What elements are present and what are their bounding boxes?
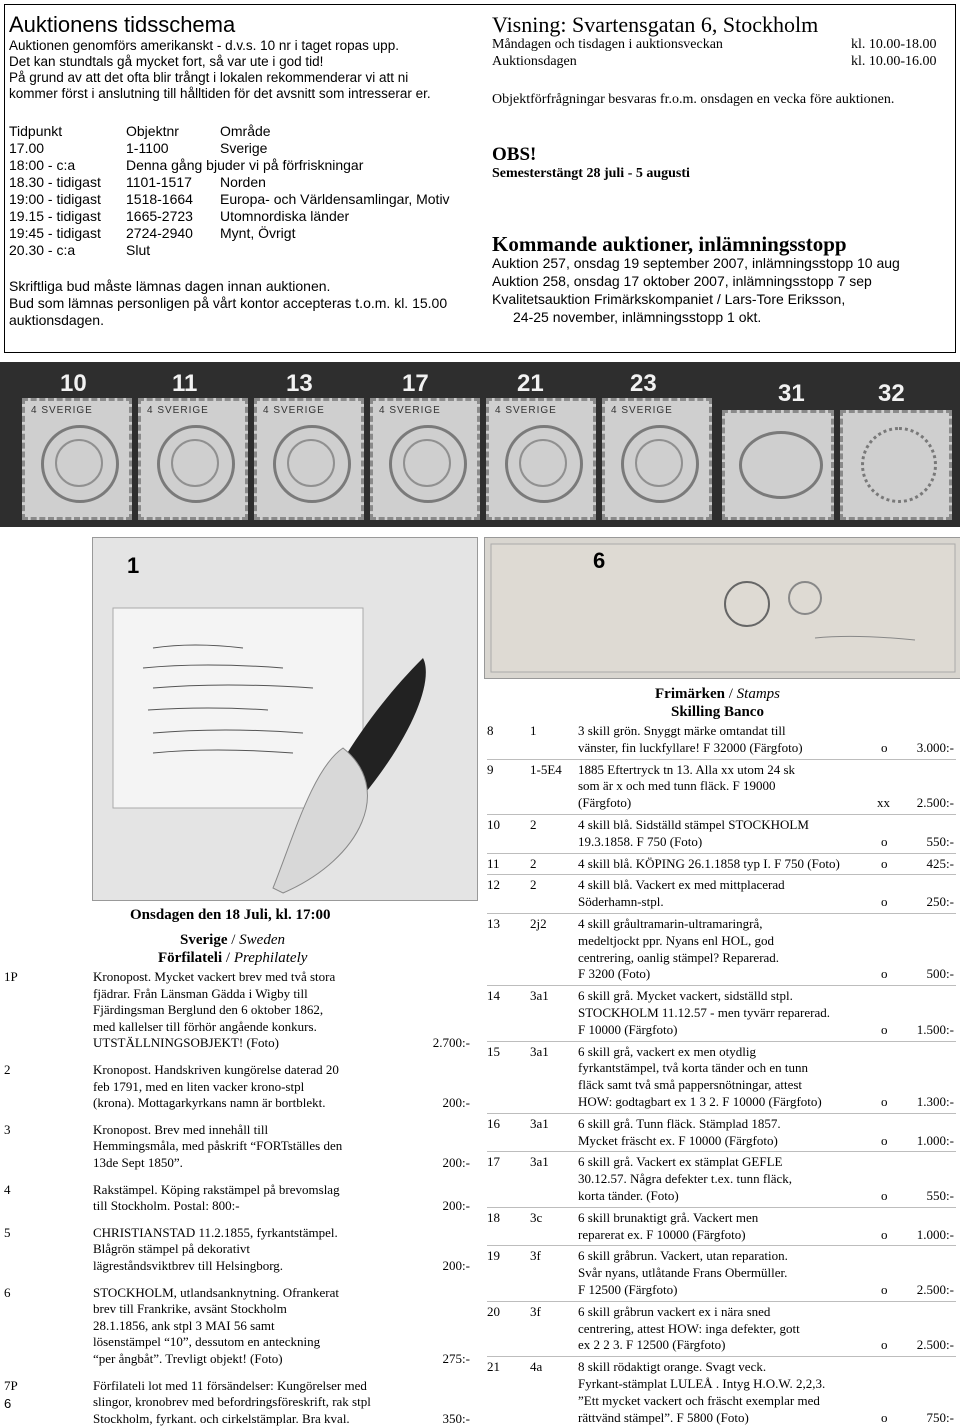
- stamp-header: 4 SVERIGE: [495, 405, 557, 416]
- lot-description-line: Hemmingsmåla, med påskrift “FORTställes den: [93, 1138, 343, 1154]
- lot-price: 750:-: [926, 1409, 954, 1425]
- row-object: Slut: [126, 242, 151, 258]
- catalog-number: 3a1: [530, 1043, 549, 1059]
- lot-description-line: medeltjockt ppr. Nyans enl HOL, god: [578, 932, 775, 948]
- lot-description-line: fläck samt två små pappersnötningar, attest: [578, 1077, 803, 1093]
- lot-number: 6: [4, 1284, 11, 1300]
- lot-price: 1.500:-: [916, 1021, 954, 1037]
- stamp-lot-number: 21: [517, 370, 544, 397]
- stamp-image: [602, 398, 712, 520]
- lot-price: 1.000:-: [916, 1132, 954, 1148]
- country-heading: Sverige: [180, 932, 228, 948]
- lot-description-line: Förfilateli lot med 11 försändelser: Kungörelser med: [93, 1377, 367, 1393]
- auction-date-heading: Onsdagen den 18 Juli, kl. 17:00: [130, 907, 331, 923]
- lot-number: 8: [487, 723, 494, 738]
- lot-number: 9: [487, 761, 494, 777]
- stamp-lot-number: 17: [402, 370, 429, 397]
- row-divider: [487, 913, 956, 914]
- viewing-title: Visning: Svartensgatan 6, Stockholm: [492, 12, 819, 37]
- condition-symbol: o: [881, 739, 888, 755]
- catalog-number: 2: [530, 855, 537, 871]
- catalog-number: 2: [530, 877, 537, 893]
- lot-description-line: rättvänd stämpel”. F 5800 (Foto): [578, 1409, 749, 1425]
- stamp-image: [22, 398, 132, 520]
- row-area: Sverige: [220, 140, 268, 156]
- lot-description-line: fyrkantstämpel, två korta tänder och en tunn: [578, 1060, 808, 1076]
- lot-number: 15: [487, 1043, 500, 1059]
- column-header-time: Tidpunkt: [9, 123, 63, 139]
- lot-number: 21: [487, 1359, 500, 1375]
- catalog-number: 3a1: [530, 1154, 549, 1170]
- stamp-image: [370, 398, 480, 520]
- lot-price: 200:-: [442, 1258, 470, 1273]
- photo-label: 1: [127, 553, 140, 578]
- lot-description-line: ex 2 2 3. F 12500 (Färgfoto): [578, 1337, 726, 1353]
- condition-symbol: o: [881, 894, 888, 910]
- lot-description-line: 6 skill grå. Mycket vackert, sidställd stpl.: [578, 988, 793, 1004]
- postmark-icon: [55, 439, 103, 487]
- catalog-number: 3f: [530, 1248, 541, 1264]
- row-time: 19:00 - tidigast: [9, 191, 101, 207]
- lot-number: 1P: [4, 969, 18, 984]
- viewing-line-label: Auktionsdagen: [492, 54, 577, 69]
- lot-description-line: STOCKHOLM 11.12.57 - men tyvärr reparerad.: [578, 1005, 830, 1020]
- lot-price: 425:-: [926, 855, 954, 871]
- stamps-heading-sv: Frimärken: [655, 686, 725, 702]
- stamp-photo-strip: [0, 362, 960, 527]
- row-area: Norden: [220, 174, 266, 190]
- lot-description-line: Kronopost. Mycket vackert brev med två stora: [93, 969, 336, 984]
- lot-price: 550:-: [926, 1188, 954, 1203]
- envelope-image: [485, 538, 960, 678]
- catalog-number: 3c: [530, 1209, 543, 1225]
- stamp-image: [254, 398, 364, 520]
- lot-description-line: Blågrön stämpel på dekorativt: [93, 1241, 251, 1257]
- lot-description-line: Fjärdingsman Berglund den 6 oktober 1862,: [93, 1002, 324, 1018]
- stamps-heading: Frimärken / Stamps: [655, 686, 780, 702]
- bid-note: Skriftliga bud måste lämnas dagen innan auktionen.: [9, 278, 331, 294]
- bid-note: Bud som lämnas personligen på vårt kontor accepteras t.o.m. kl. 15.00: [9, 295, 448, 311]
- row-time: 18.30 - tidigast: [9, 174, 101, 190]
- lot-description-line: Svår nyans, utlåtande Frans Obermüller.: [578, 1265, 788, 1281]
- country-heading-en: Sweden: [239, 932, 285, 948]
- postmark-icon: [171, 439, 219, 487]
- lot-price: 2.500:-: [916, 795, 954, 811]
- row-divider: [487, 985, 956, 986]
- condition-symbol: o: [881, 833, 888, 849]
- stamp-lot-number: 13: [286, 370, 313, 397]
- category-name: Förfilateli: [158, 950, 223, 966]
- lot-number: 3: [4, 1121, 11, 1137]
- catalog-number: 3a1: [530, 1115, 549, 1131]
- lot-number: 14: [487, 988, 500, 1004]
- lot-number: 7P: [4, 1377, 18, 1393]
- viewing-line-time: kl. 10.00-16.00: [851, 54, 937, 69]
- row-divider: [487, 853, 956, 854]
- stamp-image: [138, 398, 248, 520]
- lot-number: 20: [487, 1303, 500, 1319]
- catalog-number: 4a: [530, 1359, 543, 1375]
- catalog-number: 2j2: [530, 916, 547, 931]
- schedule-title: Auktionens tidsschema: [9, 12, 236, 37]
- lot-description-line: 3 skill grön. Snyggt märke omtandat till: [578, 723, 786, 738]
- feather-letter-image: [93, 538, 477, 900]
- stamp-header: 4 SVERIGE: [147, 405, 209, 416]
- condition-symbol: o: [881, 1188, 888, 1203]
- row-object: 2724-2940: [126, 225, 193, 241]
- condition-symbol: o: [881, 1094, 888, 1109]
- condition-symbol: o: [881, 1337, 888, 1353]
- lot-price: 200:-: [442, 1198, 470, 1214]
- stamp-image: [722, 410, 834, 520]
- lot-description-line: korta tänder. (Foto): [578, 1188, 679, 1203]
- stamps-heading-en: Stamps: [736, 686, 780, 702]
- row-divider: [487, 814, 956, 815]
- stamp-header: 4 SVERIGE: [611, 405, 673, 416]
- lot-number: 11: [487, 855, 500, 871]
- condition-symbol: o: [881, 1226, 888, 1242]
- lot-description-line: 6 skill gråbrun vackert ex i nära sned: [578, 1303, 771, 1319]
- lot-description-line: CHRISTIANSTAD 11.2.1855, fyrkantstämpel.: [93, 1224, 338, 1240]
- lot-description-line: brev till Frankrike, avsänt Stockholm: [93, 1301, 287, 1317]
- postmark-icon: [635, 439, 683, 487]
- row-object: 1518-1664: [126, 191, 193, 207]
- lot-description-line: 13de Sept 1850”.: [93, 1155, 183, 1170]
- lot-description-line: (Färgfoto): [578, 795, 632, 811]
- stamp-lot-number: 11: [172, 370, 198, 397]
- envelope-photo: [484, 537, 960, 679]
- row-divider: [487, 1151, 956, 1152]
- row-divider: [487, 1301, 956, 1302]
- lot-description-line: (krona). Mottagarkyrkans namn är bortblekt.: [93, 1095, 326, 1111]
- lot-description-line: 6 skill grå. Vackert ex stämplat GEFLE: [578, 1154, 783, 1170]
- row-area: Mynt, Övrigt: [220, 225, 296, 241]
- lot-description-line: 6 skill grå. Tunn fläck. Stämplad 1857.: [578, 1115, 781, 1131]
- lot-price: 200:-: [442, 1095, 470, 1111]
- row-divider: [487, 1245, 956, 1246]
- condition-symbol: o: [881, 855, 888, 871]
- info-box: [4, 4, 956, 353]
- lot-price: 200:-: [442, 1155, 470, 1170]
- viewing-line-time: kl. 10.00-18.00: [851, 37, 937, 52]
- lot-price: 2.500:-: [916, 1337, 954, 1353]
- bid-note: auktionsdagen.: [9, 312, 104, 328]
- stamp-lot-number: 10: [60, 370, 87, 397]
- lot-number: 4: [4, 1181, 11, 1197]
- lot-description-line: feb 1791, med en liten vacker krono-stpl: [93, 1078, 305, 1094]
- obs-title: OBS!: [492, 144, 537, 165]
- catalog-number: 1-5E4: [530, 761, 562, 777]
- postmark-icon: [287, 439, 335, 487]
- condition-symbol: o: [881, 1282, 888, 1297]
- postmark-icon: [519, 439, 567, 487]
- catalog-number: 2: [530, 817, 537, 832]
- lot-price: 550:-: [926, 833, 954, 849]
- row-divider: [487, 1356, 956, 1357]
- schedule-intro-line: Auktionen genomförs amerikanskt - d.v.s. 10 nr i taget ropas upp.: [9, 38, 399, 53]
- lot-number: 16: [487, 1115, 500, 1131]
- row-object: Denna gång bjuder vi på förfriskningar: [126, 157, 364, 173]
- catalog-number: 3f: [530, 1303, 541, 1319]
- lot-description-line: 4 skill blå. Sidställd stämpel STOCKHOLM: [578, 817, 809, 832]
- lot-description-line: som är x och med tunn fläck. F 19000: [578, 778, 776, 794]
- lot-description-line: F 10000 (Färgfoto): [578, 1021, 678, 1037]
- row-area: Utomnordiska länder: [220, 208, 350, 224]
- lot-price: 3.000:-: [916, 739, 954, 755]
- schedule-intro-line: Det kan stundtals gå mycket fort, så var ute i god tid!: [9, 54, 324, 69]
- lot-description-line: 4 skill blå. Vackert ex med mittplacerad: [578, 877, 785, 893]
- lot-description-line: 6 skill gråbrun. Vackert, utan reparation.: [578, 1248, 788, 1264]
- lot-number: 19: [487, 1248, 500, 1264]
- condition-symbol: xx: [877, 795, 890, 811]
- lot-description-line: STOCKHOLM, utlandsanknytning. Ofrankerat: [93, 1284, 340, 1300]
- lot-description-line: “per ångbåt”. Trevligt objekt! (Foto): [93, 1351, 283, 1366]
- lot-price: 1.000:-: [916, 1226, 954, 1242]
- lot-description-line: 28.1.1856, ank stpl 3 MAI 56 samt: [93, 1317, 275, 1333]
- row-divider: [487, 1113, 956, 1114]
- postmark-icon: [403, 439, 451, 487]
- lot-number: 10: [487, 817, 500, 832]
- lot-number: 5: [4, 1224, 11, 1240]
- lot-description-line: vänster, fin luckfyllare! F 32000 (Färgfoto): [578, 739, 803, 755]
- obs-text: Semesterstängt 28 juli - 5 augusti: [492, 166, 690, 181]
- row-object: 1665-2723: [126, 208, 193, 224]
- upcoming-title: Kommande auktioner, inlämningsstopp: [492, 232, 847, 256]
- lot-price: 250:-: [926, 894, 954, 910]
- lot-description-line: Söderhamn-stpl.: [578, 894, 664, 910]
- stamp-lot-number: 32: [878, 380, 905, 407]
- lot-description-line: 4 skill blå. KÖPING 26.1.1858 typ I. F 750 (Foto): [578, 855, 840, 871]
- subheading: Skilling Banco: [671, 704, 764, 720]
- schedule-intro-line: kommer först i anslutning till hålltiden för det avsnitt som intresserar er.: [9, 86, 431, 101]
- lot-price: 1.300:-: [916, 1094, 954, 1109]
- lot-price: 500:-: [926, 966, 954, 982]
- schedule-intro-line: På grund av att det ofta blir trångt i lokalen rekommenderar vi att ni: [9, 70, 409, 85]
- lot-description-line: fjädrar. Från Länsman Gädda i Wigby till: [93, 985, 308, 1001]
- column-header-area: Område: [220, 123, 271, 139]
- letter-with-feathers-photo: [92, 537, 478, 901]
- column-header-object: Objektnr: [126, 123, 179, 139]
- lot-description-line: 4 skill gråultramarin-ultramaringrå,: [578, 916, 763, 931]
- category-name-en: Prephilately: [233, 950, 308, 966]
- row-time: 18:00 - c:a: [9, 157, 76, 173]
- lot-description-line: Mycket fräscht ex. F 10000 (Färgfoto): [578, 1132, 778, 1148]
- stamp-header: 4 SVERIGE: [263, 405, 325, 416]
- lot-description-line: Stockholm, fyrkant. och cirkelstämplar. Bra kval.: [93, 1410, 350, 1426]
- upcoming-line: Kvalitetsauktion Frimärkskompaniet / Lars-Tore Eriksson,: [492, 291, 846, 307]
- lot-description-line: 19.3.1858. F 750 (Foto): [578, 833, 703, 849]
- lot-description-line: centrering, attest HOW: inga defekter, gott: [578, 1320, 800, 1336]
- lot-description-line: slingor, kronobrev med befordringsföreskrift, rak stpl: [93, 1394, 371, 1410]
- photo-label: 6: [593, 548, 606, 573]
- row-time: 20.30 - c:a: [9, 242, 76, 258]
- page-number: 6: [4, 1396, 12, 1411]
- catalog-number: 3a1: [530, 988, 549, 1004]
- row-time: 19.15 - tidigast: [9, 208, 101, 224]
- upcoming-line: Auktion 258, onsdag 17 oktober 2007, inlämningsstopp 7 sep: [492, 273, 872, 289]
- lot-description-line: reparerat ex. F 10000 (Färgfoto): [578, 1226, 746, 1242]
- stamp-lot-number: 23: [630, 370, 657, 397]
- condition-symbol: o: [881, 966, 888, 982]
- lot-description-line: lösenstämpel “10”, dessutom en anteckning: [93, 1334, 321, 1350]
- stamp-image: [486, 398, 596, 520]
- catalog-number: 1: [530, 723, 537, 738]
- lot-number: 12: [487, 877, 500, 893]
- row-time: 19:45 - tidigast: [9, 225, 101, 241]
- lot-number: 17: [487, 1154, 500, 1170]
- lot-description-line: till Stockholm. Postal: 800:-: [93, 1198, 240, 1214]
- stamp-header: 4 SVERIGE: [31, 405, 93, 416]
- lot-description-line: F 3200 (Foto): [578, 966, 651, 982]
- lot-number: 13: [487, 916, 500, 931]
- lot-price: 350:-: [442, 1410, 470, 1426]
- oval-postmark-icon: [739, 431, 823, 499]
- lot-description-line: Rakstämpel. Köping rakstämpel på brevomslag: [93, 1181, 340, 1197]
- row-divider: [487, 1207, 956, 1208]
- lot-price: 2.700:-: [432, 1035, 470, 1051]
- lot-description-line: 6 skill grå, vackert ex men otydlig: [578, 1043, 756, 1059]
- lot-description-line: 30.12.57. Några defekter t.ex. tunn fläck,: [578, 1171, 793, 1187]
- lot-description-line: Fyrkant-stämplat LULEÅ . Intyg H.O.W. 2,2,3.: [578, 1376, 826, 1391]
- row-time: 17.00: [9, 140, 45, 156]
- lot-description-line: lägreståndsviktbrev till Helsingborg.: [93, 1258, 284, 1273]
- row-divider: [487, 759, 956, 760]
- lot-description-line: HOW: godtagbart ex 1 3 2. F 10000 (Färgfoto): [578, 1094, 822, 1109]
- row-object: 1-1100: [126, 140, 169, 156]
- row-area: Europa- och Världensamlingar, Motiv: [220, 191, 450, 207]
- viewing-line-label: Måndagen och tisdagen i auktionsveckan: [492, 37, 723, 52]
- inquiry-note: Objektförfrågningar besvaras fr.o.m. onsdagen en vecka före auktionen.: [492, 92, 895, 107]
- lot-description-line: Kronopost. Handskriven kungörelse daterad 20: [93, 1062, 339, 1077]
- upcoming-line: Auktion 257, onsdag 19 september 2007, inlämningsstopp 10 aug: [492, 255, 900, 271]
- stamp-image: [840, 410, 952, 520]
- star-postmark-icon: [861, 427, 937, 503]
- lot-description-line: 8 skill rödaktigt orange. Svagt veck.: [578, 1359, 767, 1375]
- row-divider: [487, 1041, 956, 1042]
- lot-description-line: 6 skill brunaktigt grå. Vackert men: [578, 1209, 759, 1225]
- lot-number: 18: [487, 1209, 500, 1225]
- lot-price: 2.500:-: [916, 1282, 954, 1297]
- lot-description-line: med kallelser till förhör angående konkurs.: [93, 1018, 317, 1034]
- section-heading: Sverige / Sweden: [180, 932, 285, 948]
- lot-description-line: UTSTÄLLNINGSOBJEKT! (Foto): [93, 1035, 279, 1051]
- lot-description-line: Kronopost. Brev med innehåll till: [93, 1121, 269, 1137]
- condition-symbol: o: [881, 1021, 888, 1037]
- lot-number: 2: [4, 1062, 11, 1077]
- category-heading: Förfilateli / Prephilately: [158, 950, 308, 966]
- condition-symbol: o: [881, 1132, 888, 1148]
- upcoming-line: 24-25 november, inlämningsstopp 1 okt.: [513, 309, 762, 325]
- lot-description-line: centrering, oanlig stämpel? Reparerad.: [578, 949, 780, 965]
- row-divider: [487, 874, 956, 875]
- stamp-lot-number: 31: [778, 380, 805, 407]
- lot-price: 275:-: [442, 1351, 470, 1366]
- lot-description-line: ”Ett mycket vackert och fräscht exemplar med: [578, 1392, 820, 1408]
- lot-description-line: 1885 Eftertryck tn 13. Alla xx utom 24 sk: [578, 761, 796, 777]
- condition-symbol: o: [881, 1409, 888, 1425]
- stamp-header: 4 SVERIGE: [379, 405, 441, 416]
- lot-description-line: F 12500 (Färgfoto): [578, 1282, 678, 1297]
- row-object: 1101-1517: [126, 174, 192, 190]
